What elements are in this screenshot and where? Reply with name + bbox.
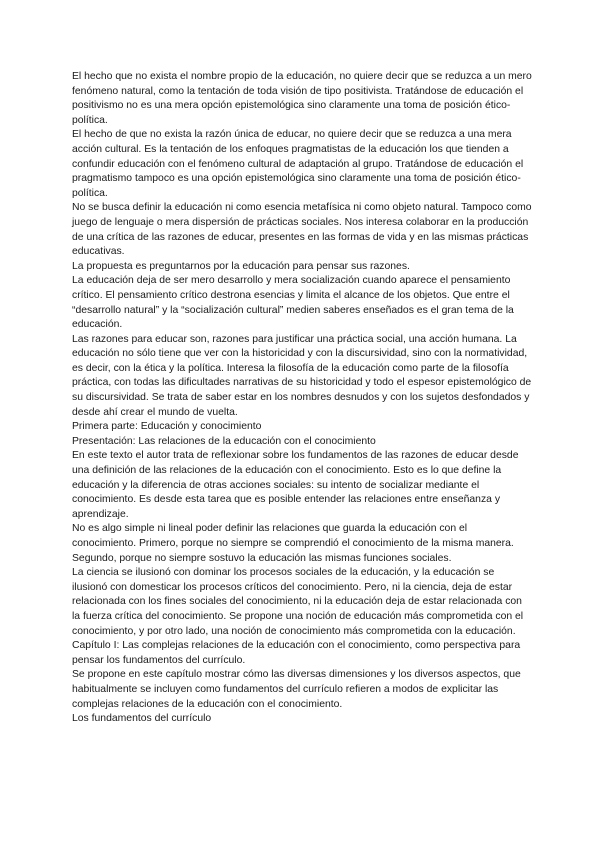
paragraph-science-illusion: La ciencia se ilusionó con dominar los procesos sociales de la educación, y la educación se ilusionó con domesticar los procesos críticos del conocimiento. Pero, ni la ciencia, deja de estar relacionada con los fines sociales del conocimiento, ni la educación deja de estar relacionada con la fuerza crítica del conocimiento. Se propone una noción de educación más comprometida con el conocimiento, y por otro lado, una noción de conocimiento más comprometida con la educación.: [72, 567, 524, 637]
section-heading-curriculum-foundations: Los fundamentos del currículo: [72, 713, 212, 725]
section-heading-chapter-one: Capítulo I: Las complejas relaciones de la educación con el conocimiento, como perspectiva para pensar los fundamentos del currículo.: [72, 640, 521, 666]
section-heading-first-part: Primera parte: Educación y conocimiento: [72, 421, 262, 433]
paragraph-proposal: La propuesta es preguntarnos por la educación para pensar sus razones.: [72, 260, 410, 272]
paragraph-nonlinear-relations: No es algo simple ni lineal poder definir las relaciones que guarda la educación con el conocimiento. Primero, porque no siempre se comprendió el conocimiento de la misma manera. Segundo, porque no siempre sostuvo la educación las mismas funciones sociales.: [72, 523, 514, 564]
paragraph-critical-thinking: La educación deja de ser mero desarrollo y mera socialización cuando aparece el pensamiento crítico. El pensamiento crítico destrona esencias y limita el alcance de los objetos. Que entre el “desarrollo natural” y la “socialización cultural” medien saberes enseñados es el gran tema de la educación.: [72, 275, 514, 331]
paragraph-positivism: El hecho que no exista el nombre propio de la educación, no quiere decir que se reduzca a un mero fenómeno natural, como la tentación de toda visión de tipo positivista. Tratándose de educación el positivismo no es una mera opción epistemológica sino claramente una toma de posición ético- política.: [72, 71, 532, 126]
paragraph-critique-of-reasons: No se busca definir la educación ni como esencia metafísica ni como objeto natural. Tampoco como juego de lenguaje o mera dispersión de prácticas sociales. Nos interesa colaborar en la producción de una crítica de las razones de educar, presentes en las formas de vida y en las mismas prácticas educativas.: [72, 202, 532, 258]
paragraph-chapter-purpose: Se propone en este capítulo mostrar cómo las diversas dimensiones y los diversos aspectos, que habitualmente se incluyen como fundamentos del currículo refieren a modos de explicitar las complejas relaciones de la educación con el conocimiento.: [72, 669, 521, 710]
paragraph-pragmatism: El hecho de que no exista la razón única de educar, no quiere decir que se reduzca a una mera acción cultural. Es la tentación de los enfoques pragmatistas de la educación los que tienden a confundir educación con el fenómeno cultural de adaptación al grupo. Tratándose de educación el pragmatismo tampoco es una opción epistemológica sino claramente una toma de posición ético- política.: [72, 129, 524, 199]
paragraph-author-reflection: En este texto el autor trata de reflexionar sobre los fundamentos de las razones de educar desde una definición de las relaciones de la educación con el conocimiento. Esto es lo que define la educación y la diferencia de otras acciones sociales: su intento de socializar mediante el conocimiento. Es desde esta tarea que es posible entender las relaciones entre enseñanza y aprendizaje.: [72, 450, 519, 520]
paragraph-reasons-to-educate: Las razones para educar son, razones para justificar una práctica social, una acción humana. La educación no sólo tiene que ver con la historicidad y con la discursividad, sino con la normatividad, es decir, con la ética y la política. Interesa la filosofía de la educación como parte de la filosofía práctica, con todas las dificultades narrativas de su historicidad y todo el espesor epistemológico de su discursividad. Se trata de saber estar en los nombres desnudos y con los sujetos desfondados y desde ahí crear el mundo de vuelta.: [72, 333, 532, 418]
document-body: [72, 70, 532, 727]
section-heading-presentation: Presentación: Las relaciones de la educación con el conocimiento: [72, 435, 376, 447]
